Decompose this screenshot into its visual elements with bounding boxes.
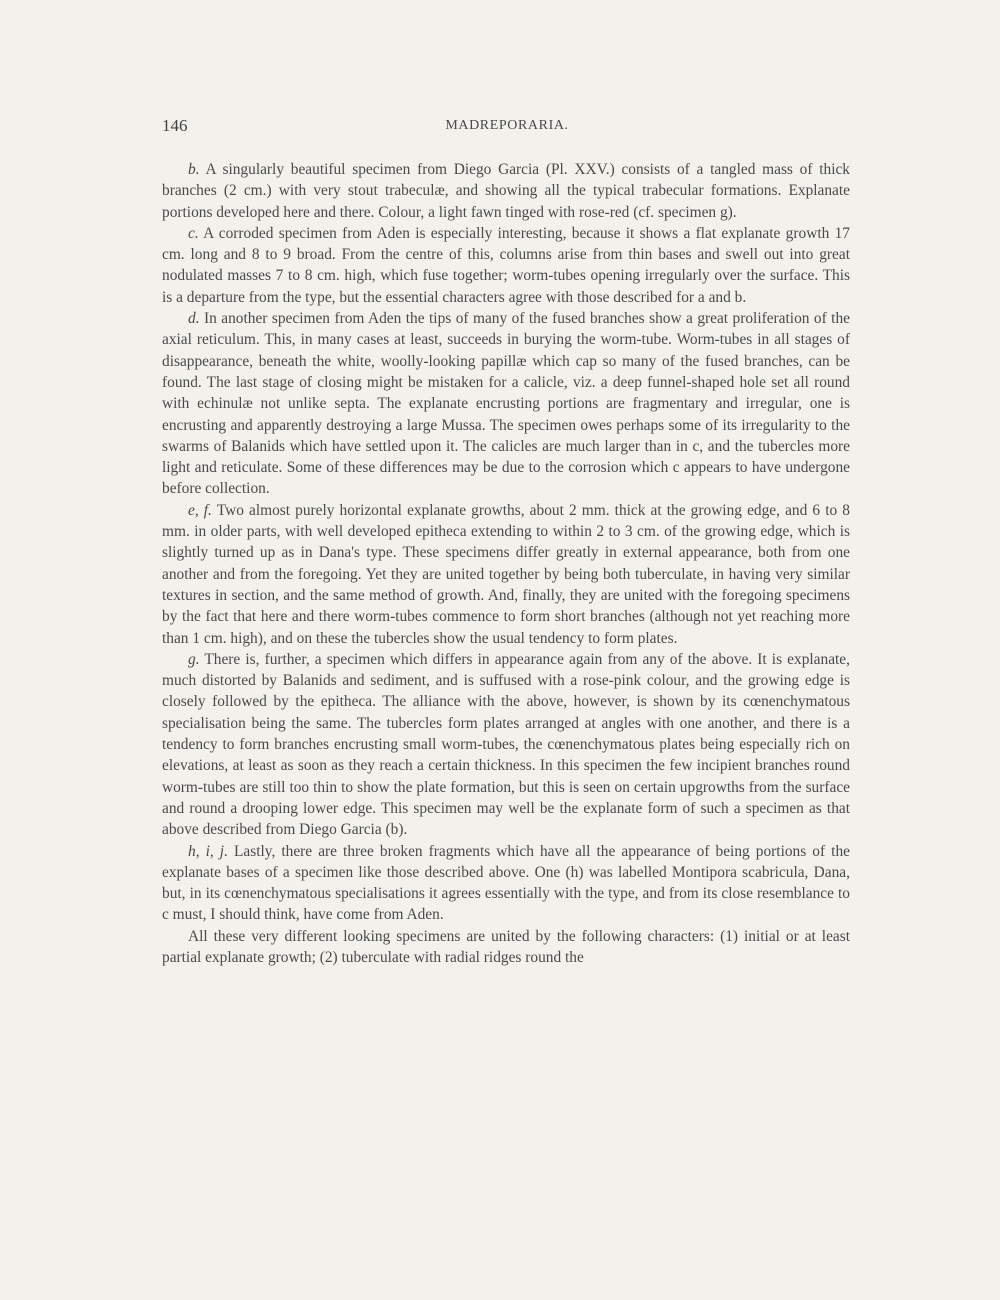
paragraph-d <box>162 308 850 500</box>
paragraph-label: h, i, j. <box>188 842 228 860</box>
paragraph-g <box>162 649 850 841</box>
paragraph-text: Two almost purely horizontal explanate growths, about 2 mm. thick at the growing edge, and 6 to 8 mm. in older parts, with well developed epitheca extending to within 2 to 3 cm. of the growing edge, which is slightly turned up as in Dana's type. These specimens differ greatly in external appearance, both from one another and from the foregoing. Yet they are united together by being both tuberculate, in having very similar textures in section, and the same method of growth. And, finally, they are united with the foregoing specimens by the fact that here and there worm-tubes commence to form short branches (although not yet reaching more than 1 cm. high), and on these the tubercles show the usual tendency to form plates. <box>162 501 850 647</box>
paragraph-h-i-j <box>162 841 850 926</box>
running-title: MADREPORARIA. <box>445 118 569 133</box>
paragraph-text: In another specimen from Aden the tips of many of the fused branches show a great proliferation of the axial reticulum. This, in many cases at least, succeeds in burying the worm-tube. Worm-tubes in all stages of disappearance, beneath the white, woolly-looking papillæ which cap so many of the fused branches, can be found. The last stage of closing might be mistaken for a calicle, viz. a deep funnel-shaped hole set all round with echinulæ not unlike septa. The explanate encrusting portions are fragmentary and irregular, one is encrusting and apparently destroying a large Mussa. The specimen owes perhaps some of its irregularity to the swarms of Balanids which have settled upon it. The calicles are much larger than in c, and the tubercles more light and reticulate. Some of these differences may be due to the corrosion which c appears to have undergone before collection. <box>162 310 850 498</box>
paragraph-summary <box>162 926 850 969</box>
paragraph-text: A corroded specimen from Aden is especially interesting, because it shows a flat explanate growth 17 cm. long and 8 to 9 broad. From the centre of this, columns arise from thin bases and swell out into great nodulated masses 7 to 8 cm. high, which fuse together; worm-tubes opening irregularly over the surface. This is a departure from the type, but the essential characters agree with those described for a and b. <box>162 224 850 306</box>
paragraph-label: c. <box>188 224 199 242</box>
body-text <box>162 159 850 968</box>
paragraph-label: b. <box>188 161 200 178</box>
paragraph-text: Lastly, there are three broken fragments which have all the appearance of being portions of the explanate bases of a specimen like those described above. One (h) was labelled Montipora scabricula, Dana, but, in its cœnenchymatous specialisations it agrees essentially with the type, and from its close resemblance to c must, I should think, have come from Aden. <box>162 842 850 924</box>
paragraph-c <box>162 223 850 308</box>
paragraph-e-f <box>162 500 850 649</box>
paragraph-label: g. <box>188 650 200 668</box>
paragraph-label: d. <box>188 310 200 328</box>
paragraph-label: e, f. <box>188 501 212 519</box>
page-header <box>162 116 852 142</box>
paragraph-text: There is, further, a specimen which differs in appearance again from any of the above. It is explanate, much distorted by Balanids and sediment, and is suffused with a rose-pink colour, and the growing edge is closely followed by the epitheca. The alliance with the above, however, is shown by its cœnenchymatous specialisation being the same. The tubercles form plates arranged at angles with one another, and there is a tendency to form branches encrusting small worm-tubes, the cœnenchymatous plates being especially rich on elevations, at least as soon as they reach a certain thickness. In this specimen the few incipient branches round worm-tubes are still too thin to show the plate formation, but this is seen on certain upgrowths from the surface and round a drooping lower edge. This specimen may well be the explanate form of such a specimen as that above described from Diego Garcia (b). <box>162 650 850 839</box>
paragraph-text: All these very different looking specimens are united by the following characters: (1) initial or at least partial explanate growth; (2) tuberculate with radial ridges round the <box>162 927 850 966</box>
paragraph-text: A singularly beautiful specimen from Diego Garcia (Pl. XXV.) consists of a tangled mass of thick branches (2 cm.) with very stout trabeculæ, and showing all the typical trabecular formations. Explanate portions developed here and there. Colour, a light fawn tinged with rose-red (cf. specimen g). <box>162 161 851 221</box>
paragraph-b <box>162 159 850 223</box>
page-number: 146 <box>162 116 188 135</box>
